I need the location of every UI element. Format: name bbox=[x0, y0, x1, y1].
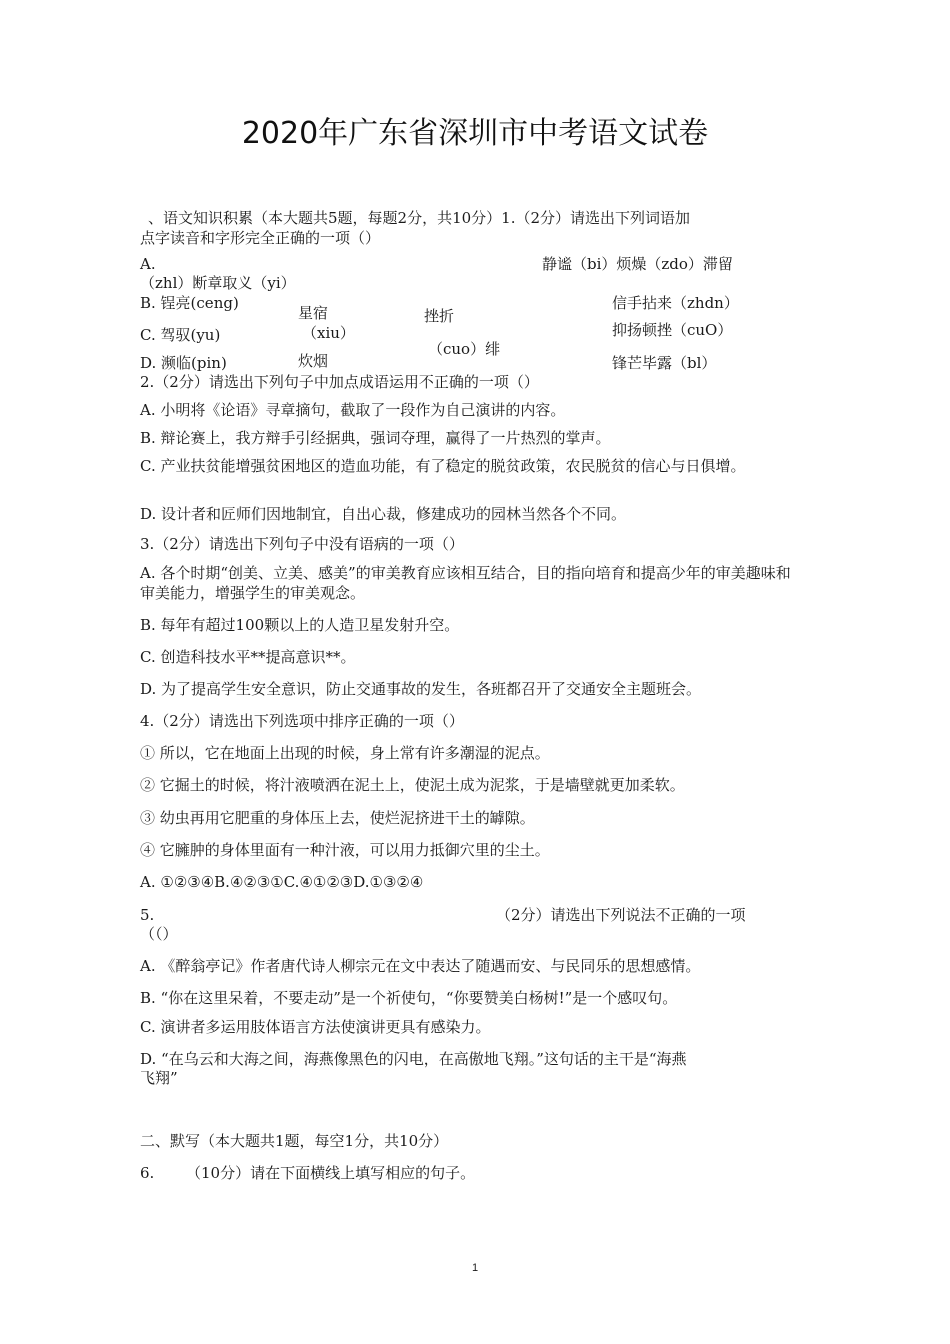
q4-sentence-1: ① 所以，它在地面上出现的时候，身上常有许多潮湿的泥点。 bbox=[140, 744, 550, 762]
q5-number: 5. bbox=[140, 906, 155, 924]
q2-option-a: A. 小明将《论语》寻章摘句，截取了一段作为自己演讲的内容。 bbox=[140, 401, 566, 419]
q1-option-d-label: D. 濒临(pin) bbox=[140, 354, 227, 372]
page-number: 1 bbox=[471, 1262, 479, 1274]
q5-stem: （2分）请选出下列说法不正确的一项 bbox=[496, 906, 746, 924]
q2-option-c: C. 产业扶贫能增强贫困地区的造血功能，有了稳定的脱贫政策，农民脱贫的信心与日俱增。 bbox=[140, 457, 746, 475]
q5-option-d-line1: D. “在乌云和大海之间，海燕像黑色的闪电，在高傲地飞翔。”这句话的主干是“海燕 bbox=[140, 1050, 687, 1068]
q1-option-b-label: B. 锃亮(ceng) bbox=[140, 294, 239, 312]
q5-stem-line2: （（） bbox=[140, 925, 178, 943]
q1-col2-b: （xiu） bbox=[302, 324, 355, 342]
page-title: 2020年广东省深圳市中考语文试卷 bbox=[241, 116, 709, 151]
q4-stem: 4.（2分）请选出下列选项中排序正确的一项（） bbox=[140, 712, 464, 730]
q5-option-c: C. 演讲者多运用肢体语言方法使演讲更具有感染力。 bbox=[140, 1018, 491, 1036]
q1-option-a-text: 静谧（bi）烦燥（zdo）滞留 bbox=[542, 255, 733, 273]
section1-header-line1: 、语文知识积累（本大题共5题，每题2分，共10分）1.（2分）请选出下列词语加 bbox=[148, 209, 691, 227]
section2-header: 二、默写（本大题共1题，每空1分，共10分） bbox=[140, 1132, 449, 1150]
q1-col4-d: 锋芒毕露（bl） bbox=[612, 354, 717, 372]
q5-option-b: B. “你在这里呆着，不要走动”是一个祈使句，“你要赞美白杨树!”是一个感叹句。 bbox=[140, 989, 678, 1007]
q4-sentence-2: ② 它掘土的时候，将汁液喷洒在泥土上，使泥土成为泥浆，于是墙壁就更加柔软。 bbox=[140, 776, 685, 794]
q5-option-d-line2: 飞翔” bbox=[140, 1069, 178, 1087]
q1-col2-c: 炊烟 bbox=[298, 352, 329, 370]
q1-option-c-label: C. 驾驭(yu) bbox=[140, 326, 221, 344]
q3-option-c: C. 创造科技水平**提高意识**。 bbox=[140, 648, 356, 666]
q2-option-d: D. 设计者和匠师们因地制宜，自出心裁，修建成功的园林当然各个不同。 bbox=[140, 505, 627, 523]
q4-options: A. ①②③④B.④②③①C.④①②③D.①③②④ bbox=[140, 873, 424, 891]
q2-option-b: B. 辩论赛上，我方辩手引经据典，强词夺理，赢得了一片热烈的掌声。 bbox=[140, 429, 611, 447]
q1-option-a-line2: （zhl）断章取义（yi） bbox=[140, 274, 296, 292]
q3-option-a: A. 各个时期“创美、立美、感美”的审美教育应该相互结合，目的指向培育和提高少年的审美趣味和审美能力，增强学生的审美观念。 bbox=[140, 564, 791, 602]
q4-sentence-3: ③ 幼虫再用它肥重的身体压上去，使烂泥挤进干土的罅隙。 bbox=[140, 809, 535, 827]
q3-option-d: D. 为了提高学生安全意识，防止交通事故的发生，各班都召开了交通安全主题班会。 bbox=[140, 680, 702, 698]
q6-number: 6. bbox=[140, 1164, 155, 1182]
q3-option-b: B. 每年有超过100颗以上的人造卫星发射升空。 bbox=[140, 616, 460, 634]
q6-stem: （10分）请在下面横线上填写相应的句子。 bbox=[186, 1164, 476, 1182]
q3-stem: 3.（2分）请选出下列句子中没有语病的一项（） bbox=[140, 535, 464, 553]
q1-col3-b: （cuo）绯 bbox=[428, 340, 501, 358]
q4-sentence-4: ④ 它臃肿的身体里面有一种汁液，可以用力抵御穴里的尘土。 bbox=[140, 841, 550, 859]
section1-header-line2: 点字读音和字形完全正确的一项（） bbox=[140, 229, 381, 247]
q1-option-a-label: A. bbox=[140, 255, 156, 273]
q1-col2-a: 星宿 bbox=[298, 304, 329, 322]
q5-option-a: A. 《醉翁亭记》作者唐代诗人柳宗元在文中表达了随遇而安、与民同乐的思想感情。 bbox=[140, 957, 701, 975]
q1-col4-c: 抑扬顿挫（cuO） bbox=[612, 321, 733, 339]
q1-col3-a: 挫折 bbox=[424, 307, 455, 325]
q2-stem: 2.（2分）请选出下列句子中加点成语运用不正确的一项（） bbox=[140, 373, 539, 391]
q1-col4-b: 信手拈来（zhdn） bbox=[612, 294, 739, 312]
